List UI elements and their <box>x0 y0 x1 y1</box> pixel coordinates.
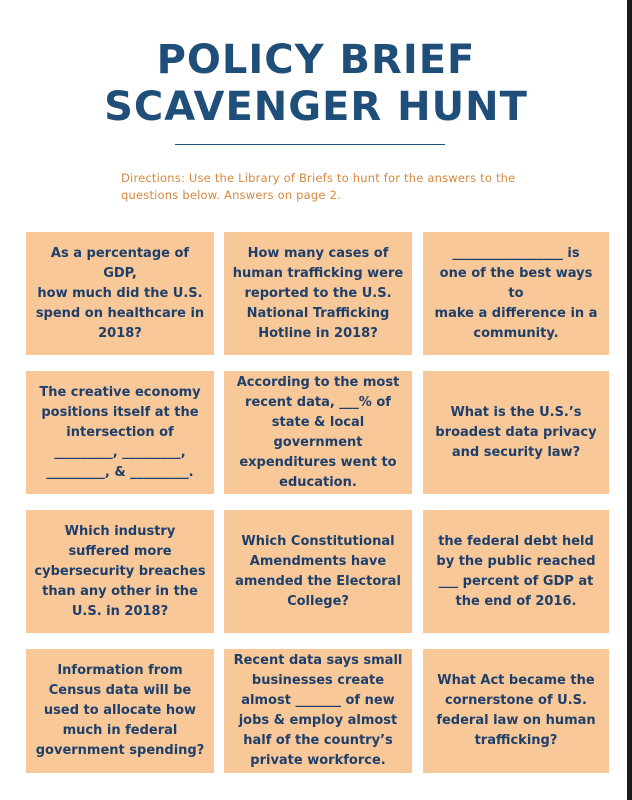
question-card-education-expenditures <box>224 371 412 494</box>
directions-text: Directions: Use the Library of Briefs to hunt for the answers to the questions below. Answers on page 2. <box>121 171 516 202</box>
question-card-federal-debt <box>423 510 609 633</box>
question-card-data-privacy-law <box>423 371 609 494</box>
question-card-trafficking-cases <box>224 232 412 355</box>
title-divider <box>175 144 445 145</box>
question-text: Recent data says small businesses create almost _______ of new jobs & employ almost half of the country’s private workforce. <box>233 653 403 768</box>
question-text: Information from Census data will be used to allocate how much in federal government spending? <box>35 663 205 758</box>
question-card-community-difference <box>423 232 609 355</box>
question-text: Which Constitutional Amendments have amended the Electoral College? <box>235 533 401 609</box>
question-text: the federal debt held by the public reached ___ percent of GDP at the end of 2016. <box>436 533 596 609</box>
question-card-census-spending <box>26 649 214 773</box>
question-card-creative-economy <box>26 371 214 494</box>
question-text: As a percentage of GDP, how much did the U.S. spend on healthcare in 2018? <box>35 245 205 341</box>
question-text: What Act became the cornerstone of U.S. federal law on human trafficking? <box>436 673 596 748</box>
question-text: What is the U.S.’s broadest data privacy and security law? <box>435 404 597 460</box>
question-text: According to the most recent data, ___% of state & local government expenditures went to education. <box>236 374 400 490</box>
page-title-line-2: SCAVENGER HUNT <box>104 84 528 130</box>
question-card-cybersecurity-industry <box>26 510 214 633</box>
question-card-small-business-jobs <box>224 649 412 773</box>
question-card-healthcare-gdp <box>26 232 214 355</box>
question-text: The creative economy positions itself at the intersection of _________, _________, _________, & _________. <box>39 384 201 480</box>
question-text: Which industry suffered more cybersecurity breaches than any other in the U.S. in 2018? <box>34 523 206 619</box>
page-title-line-1: POLICY BRIEF <box>156 37 476 83</box>
question-text: How many cases of human trafficking were reported to the U.S. National Trafficking Hotline in 2018? <box>232 245 404 341</box>
question-card-electoral-amendments <box>224 510 412 633</box>
question-card-trafficking-act <box>423 649 609 773</box>
question-text: _________________ is one of the best ways to make a difference in a community. <box>434 245 598 341</box>
